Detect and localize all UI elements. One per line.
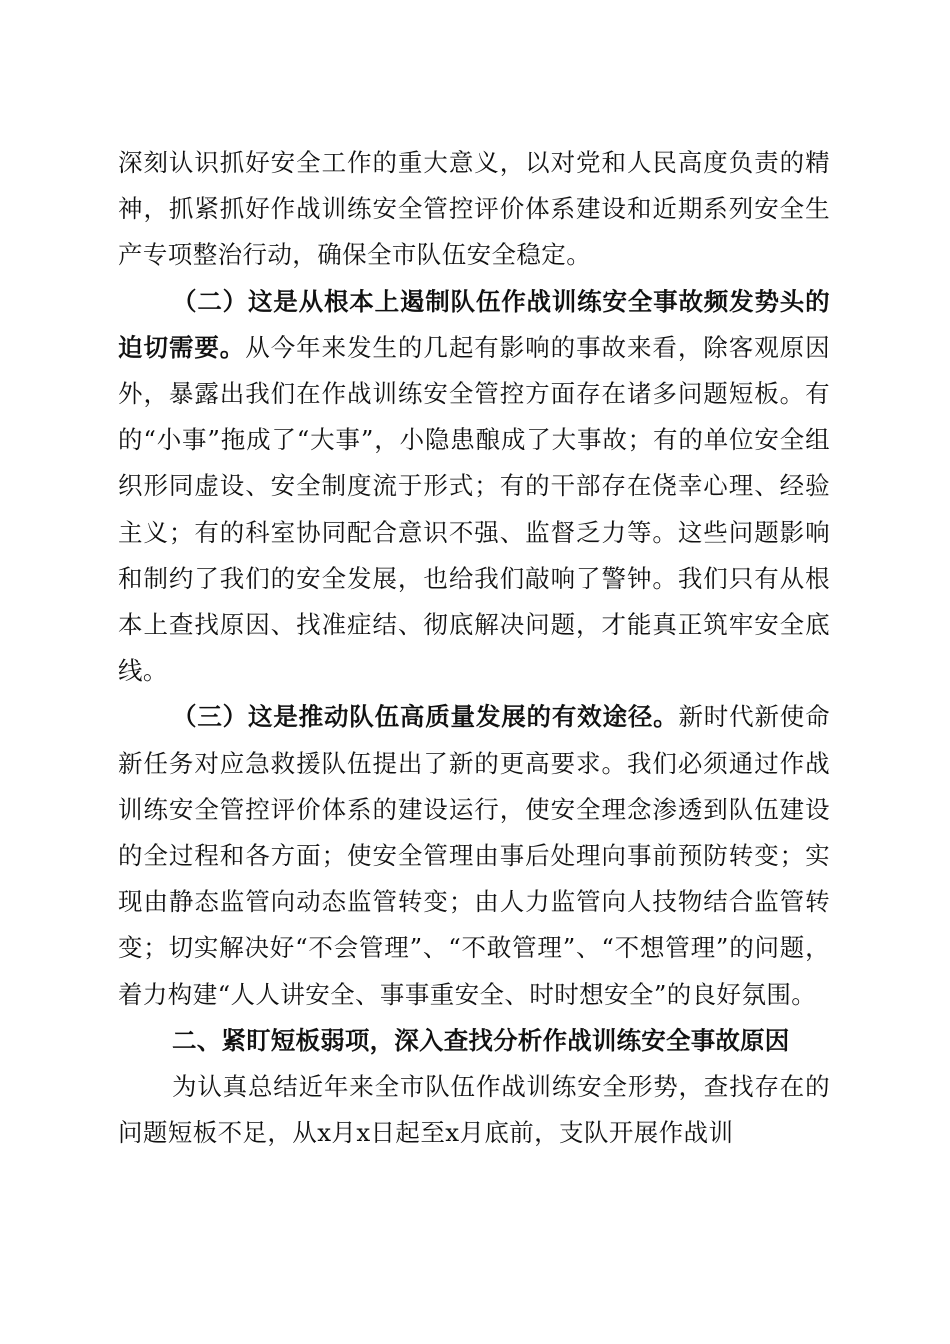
document-body <box>118 140 830 1156</box>
paragraph-point-two <box>118 279 830 695</box>
section-two-intro: 为认真总结近年来全市队伍作战训练安全形势，查找存在的问题短板不足，从x月x日起至x月底前，支队开展作战训 <box>118 1072 830 1148</box>
paragraph-point-three <box>118 694 830 1017</box>
point-three-lead: （三）这是推动队伍高质量发展的有效途径。 <box>172 702 679 732</box>
section-two-heading: 二、紧盯短板弱项，深入查找分析作战训练安全事故原因 <box>172 1025 790 1055</box>
paragraph-continuation: 深刻认识抓好安全工作的重大意义，以对党和人民高度负责的精神，抓紧抓好作战训练安全管控评价体系建设和近期系列安全生产专项整治行动，确保全市队伍安全稳定。 <box>118 148 830 270</box>
point-two-body: 从今年来发生的几起有影响的事故来看，除客观原因外，暴露出我们在作战训练安全管控方面存在诸多问题短板。有的“小事”拖成了“大事”，小隐患酿成了大事故；有的单位安全组织形同虚设、安全制度流于形式；有的干部存在侥幸心理、经验主义；有的科室协同配合意识不强、监督乏力等。这些问题影响和制约了我们的安全发展，也给我们敲响了警钟。我们只有从根本上查找原因、找准症结、彻底解决问题，才能真正筑牢安全底线。 <box>118 332 831 686</box>
point-three-body: 新时代新使命新任务对应急救援队伍提出了新的更高要求。我们必须通过作战训练安全管控评价体系的建设运行，使安全理念渗透到队伍建设的全过程和各方面；使安全管理由事后处理向事前预防转变；实现由静态监管向动态监管转变；由人力监管向人技物结合监管转变；切实解决好“不会管理”、“不敢管理”、“不想管理”的问题，着力构建“人人讲安全、事事重安全、时时想安全”的良好氛围。 <box>118 702 831 1009</box>
point-two-lead: （二）这是从根本上遏制队伍作战训练安全事故频发势头的迫切需要。 <box>118 286 830 362</box>
